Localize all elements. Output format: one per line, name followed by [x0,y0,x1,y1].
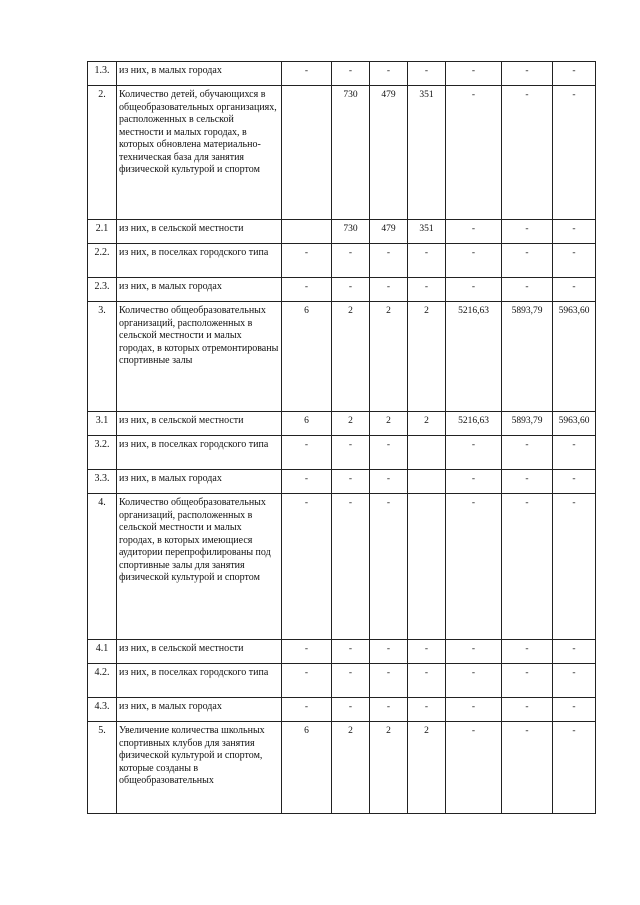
value-cell: - [446,470,502,494]
value-cell: - [502,220,553,244]
indicators-table [87,61,596,814]
indicator-name: из них, в малых городах [117,278,282,302]
table-row [88,86,596,220]
table-row [88,664,596,698]
value-cell: - [553,278,596,302]
value-cell: - [282,244,332,278]
value-cell: - [446,278,502,302]
value-cell: - [446,664,502,698]
indicator-name: Количество общеобразовательных организаций, расположенных в сельской местности и малых городах, в которых имеющиеся аудитории перепрофилированы под спортивные залы для занятия физической культурой и спортом [117,494,282,640]
table-row [88,722,596,814]
value-cell: 5216,63 [446,302,502,412]
table-row [88,62,596,86]
value-cell: - [553,722,596,814]
value-cell: - [332,470,370,494]
indicator-name: Увеличение количества школьных спортивных клубов для занятия физической культурой и спортом, которые созданы в общеобразовательных [117,722,282,814]
indicator-name: Количество детей, обучающихся в общеобразовательных организациях, расположенных в сельской местности и малых городах, в которых обновлена материально-техническая база для занятия физической культурой и спортом [117,86,282,220]
value-cell: - [446,220,502,244]
row-number: 3.1 [88,412,117,436]
value-cell: - [502,698,553,722]
value-cell: - [332,244,370,278]
row-number: 2.3. [88,278,117,302]
indicator-name: из них, в малых городах [117,470,282,494]
value-cell: - [408,278,446,302]
row-number: 5. [88,722,117,814]
indicator-name: из них, в сельской местности [117,220,282,244]
value-cell: - [282,470,332,494]
value-cell: 479 [370,86,408,220]
value-cell: - [408,62,446,86]
value-cell: - [408,664,446,698]
table-row [88,698,596,722]
value-cell: - [370,470,408,494]
table-row [88,470,596,494]
value-cell: - [446,244,502,278]
value-cell: 6 [282,722,332,814]
value-cell: - [553,436,596,470]
value-cell: - [332,664,370,698]
value-cell: - [553,698,596,722]
value-cell: - [446,86,502,220]
value-cell: 2 [332,722,370,814]
value-cell: 2 [370,412,408,436]
row-number: 4.1 [88,640,117,664]
value-cell: - [502,494,553,640]
value-cell: - [332,62,370,86]
value-cell: - [553,244,596,278]
value-cell: - [332,436,370,470]
value-cell: 730 [332,220,370,244]
value-cell: - [408,640,446,664]
value-cell: - [370,698,408,722]
value-cell: 2 [408,302,446,412]
value-cell: 5893,79 [502,412,553,436]
indicator-name: Количество общеобразовательных организаций, расположенных в сельской местности и малых городах, в которых отремонтированы спортивные залы [117,302,282,412]
value-cell: 351 [408,86,446,220]
indicator-name: из них, в сельской местности [117,640,282,664]
value-cell: - [282,664,332,698]
value-cell: - [370,244,408,278]
row-number: 2.2. [88,244,117,278]
value-cell: - [553,494,596,640]
value-cell: 6 [282,412,332,436]
value-cell: - [370,62,408,86]
value-cell: 2 [370,302,408,412]
table-row [88,220,596,244]
row-number: 4.3. [88,698,117,722]
value-cell: - [370,278,408,302]
value-cell: 2 [332,412,370,436]
value-cell: 2 [408,412,446,436]
table-row [88,494,596,640]
value-cell: 5963,60 [553,412,596,436]
value-cell: - [370,640,408,664]
row-number: 2. [88,86,117,220]
value-cell: - [502,640,553,664]
value-cell: - [282,698,332,722]
indicator-name: из них, в поселках городского типа [117,664,282,698]
value-cell: - [446,436,502,470]
row-number: 4.2. [88,664,117,698]
value-cell: 351 [408,220,446,244]
value-cell: - [332,698,370,722]
value-cell [282,86,332,220]
value-cell: - [446,722,502,814]
value-cell: - [370,494,408,640]
table-row [88,436,596,470]
value-cell: - [332,494,370,640]
value-cell: - [370,436,408,470]
value-cell [408,470,446,494]
indicator-name: из них, в малых городах [117,698,282,722]
value-cell: - [502,62,553,86]
value-cell: 5216,63 [446,412,502,436]
indicator-name: из них, в поселках городского типа [117,244,282,278]
value-cell: - [282,436,332,470]
value-cell: 2 [332,302,370,412]
value-cell: - [282,640,332,664]
value-cell: - [553,640,596,664]
table-row [88,302,596,412]
value-cell: - [332,278,370,302]
indicator-name: из них, в малых городах [117,62,282,86]
value-cell [408,436,446,470]
table-row [88,244,596,278]
value-cell: - [502,436,553,470]
table-row [88,412,596,436]
indicator-name: из них, в сельской местности [117,412,282,436]
value-cell: - [446,698,502,722]
value-cell: - [446,494,502,640]
value-cell: - [502,664,553,698]
value-cell: - [446,62,502,86]
value-cell: 2 [408,722,446,814]
value-cell: - [282,494,332,640]
value-cell: - [502,86,553,220]
table-row [88,278,596,302]
row-number: 1.3. [88,62,117,86]
value-cell: - [370,664,408,698]
value-cell: - [408,698,446,722]
value-cell: 5963,60 [553,302,596,412]
value-cell: - [282,62,332,86]
value-cell: - [446,640,502,664]
value-cell: - [553,86,596,220]
table-row [88,640,596,664]
value-cell: - [553,62,596,86]
indicator-name: из них, в поселках городского типа [117,436,282,470]
value-cell [282,220,332,244]
value-cell: - [282,278,332,302]
table-body [88,62,596,814]
value-cell: - [553,220,596,244]
value-cell: - [553,470,596,494]
row-number: 4. [88,494,117,640]
value-cell: - [553,664,596,698]
row-number: 2.1 [88,220,117,244]
value-cell: 2 [370,722,408,814]
value-cell: 5893,79 [502,302,553,412]
value-cell: 479 [370,220,408,244]
value-cell: 6 [282,302,332,412]
row-number: 3.2. [88,436,117,470]
value-cell: - [332,640,370,664]
value-cell: - [502,244,553,278]
value-cell: 730 [332,86,370,220]
value-cell: - [502,470,553,494]
row-number: 3. [88,302,117,412]
row-number: 3.3. [88,470,117,494]
value-cell [408,494,446,640]
value-cell: - [408,244,446,278]
value-cell: - [502,722,553,814]
value-cell: - [502,278,553,302]
